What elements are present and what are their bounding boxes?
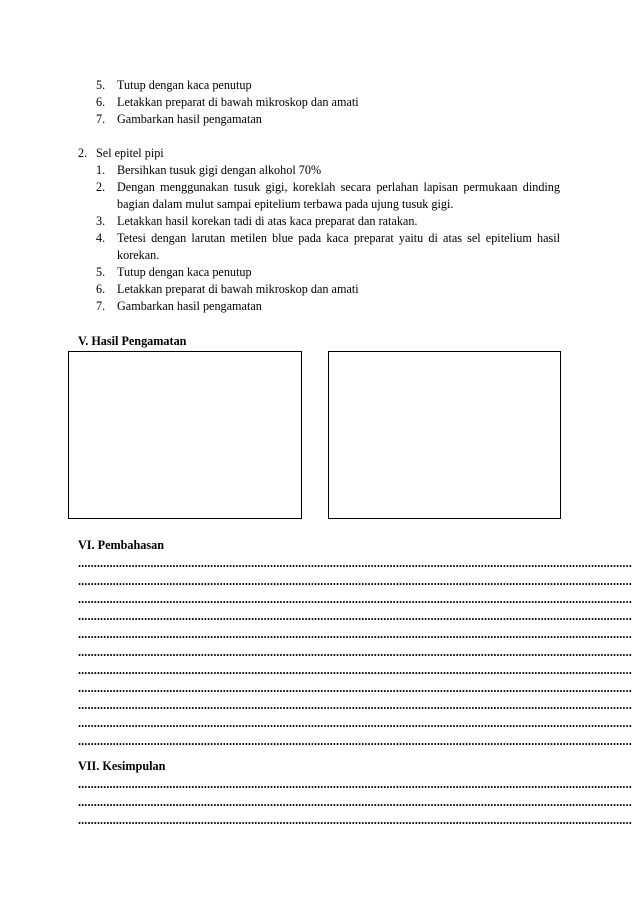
answer-line: ................................................................................................................................................................................	[78, 591, 632, 606]
answer-line: ................................................................................................................................................................................	[78, 609, 632, 624]
step-number: 7.	[96, 299, 106, 313]
answer-line: ................................................................................................................................................................................	[78, 812, 632, 827]
answer-line: ................................................................................................................................................................................	[78, 662, 632, 677]
answer-line: ................................................................................................................................................................................	[78, 698, 632, 713]
list-item	[96, 162, 560, 179]
section-heading-pembahasan: VI. Pembahasan	[78, 538, 165, 552]
step-text: Letakkan preparat di bawah mikroskop dan amati	[117, 282, 359, 296]
step-text: Letakkan preparat di bawah mikroskop dan amati	[117, 95, 359, 109]
observation-box-left	[68, 351, 302, 519]
list-item	[96, 213, 560, 230]
step-text: Tutup dengan kaca penutup	[117, 78, 252, 92]
list-item	[96, 94, 560, 111]
list-item	[96, 264, 560, 281]
list-item	[96, 230, 560, 264]
answer-line: ................................................................................................................................................................................	[78, 644, 632, 659]
procedure-b-steps	[96, 162, 560, 315]
step-number: 1.	[96, 163, 106, 177]
list-item	[96, 298, 560, 315]
observation-box-right	[328, 351, 561, 519]
step-text: Gambarkan hasil pengamatan	[117, 112, 262, 126]
answer-line: ................................................................................................................................................................................	[78, 794, 632, 809]
list-item	[96, 179, 560, 213]
step-text: Bersihkan tusuk gigi dengan alkohol 70%	[117, 163, 322, 177]
section-heading-hasil-pengamatan: V. Hasil Pengamatan	[78, 334, 187, 348]
answer-line: ................................................................................................................................................................................	[78, 627, 632, 642]
procedure-number: 2.	[78, 146, 88, 160]
procedure-title: Sel epitel pipi	[96, 146, 164, 160]
step-text: Tutup dengan kaca penutup	[117, 265, 252, 279]
step-text: Tetesi dengan larutan metilen blue pada kaca preparat yaitu di atas sel epitelium hasil korekan.	[117, 231, 560, 262]
list-item	[96, 77, 560, 94]
step-number: 7.	[96, 112, 106, 126]
step-number: 6.	[96, 282, 106, 296]
step-text: Dengan menggunakan tusuk gigi, koreklah secara perlahan lapisan permukaan dinding bagian dalam mulut sampai epitelium terbawa pada ujung tusuk gigi.	[117, 180, 560, 211]
step-number: 2.	[96, 180, 106, 194]
step-number: 5.	[96, 265, 106, 279]
step-text: Letakkan hasil korekan tadi di atas kaca preparat dan ratakan.	[117, 214, 418, 228]
procedure-a-steps	[96, 77, 560, 128]
kesimpulan-answer-lines	[78, 776, 632, 829]
section-heading-kesimpulan: VII. Kesimpulan	[78, 759, 166, 773]
answer-line: ................................................................................................................................................................................	[78, 556, 632, 570]
list-item	[96, 111, 560, 128]
step-number: 6.	[96, 95, 106, 109]
step-number: 3.	[96, 214, 106, 228]
list-item	[96, 281, 560, 298]
answer-line: ................................................................................................................................................................................	[78, 680, 632, 695]
answer-line: ................................................................................................................................................................................	[78, 733, 632, 748]
step-text: Gambarkan hasil pengamatan	[117, 299, 262, 313]
step-number: 5.	[96, 78, 106, 92]
answer-line: ................................................................................................................................................................................	[78, 716, 632, 731]
answer-line: ................................................................................................................................................................................	[78, 573, 632, 588]
answer-line: ................................................................................................................................................................................	[78, 777, 632, 791]
step-number: 4.	[96, 231, 106, 245]
pembahasan-answer-lines	[78, 555, 632, 751]
